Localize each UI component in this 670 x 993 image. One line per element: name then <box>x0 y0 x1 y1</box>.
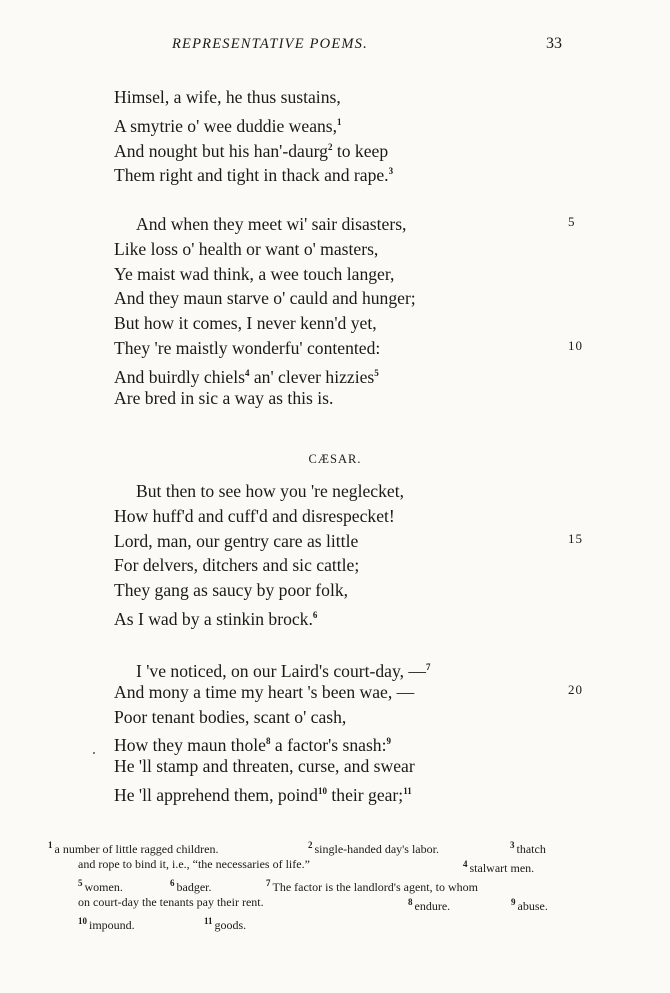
footnote-line <box>48 836 568 855</box>
footnote: $^4$ stalwart men. <box>463 859 535 875</box>
poem-line <box>0 530 670 556</box>
poem-line-text: Like loss o' health or want o' masters, <box>114 238 379 259</box>
footnote: $^9$ abuse. <box>511 897 548 913</box>
footnote: $^1$ a number of little ragged children. <box>48 840 219 856</box>
poem-line-text: How huff'd and cuff'd and disrespecket! <box>114 505 395 526</box>
footnote-ref: 8 <box>265 736 271 747</box>
footnote: $^5$ women. <box>78 878 123 894</box>
poem-line-text: And they maun starve o' cauld and hunger; <box>114 288 416 309</box>
poem-line <box>0 238 670 264</box>
poem-line-text: But how it comes, I never kenn'd yet, <box>114 313 377 334</box>
poem-line-text: How they maun thole$^8$ a factor's snash:$^9$ <box>114 735 391 756</box>
poem-line <box>0 312 670 338</box>
poem-line-text: And mony a time my heart 's been wae, — <box>114 681 415 702</box>
footnote-ref: 6 <box>312 610 318 620</box>
footnote: $^2$ single-handed day's labor. <box>308 840 439 856</box>
poem-line-text: Lord, man, our gentry care as little <box>114 530 359 551</box>
poem-line <box>0 86 670 112</box>
footnote: $^{10}$ impound. <box>78 916 135 932</box>
page-header <box>0 36 670 58</box>
poem-line-text: And buirdly chiels$^4$ an' clever hizzies$^5$ <box>114 366 379 387</box>
poem-line-text: Ye maist wad think, a wee touch langer, <box>114 263 395 284</box>
poem-line <box>0 780 670 806</box>
poem-line-text: And when they meet wi' sair disasters, <box>136 214 407 234</box>
poem-line <box>0 554 670 580</box>
print-speck <box>93 752 95 754</box>
poem-line <box>0 505 670 531</box>
footnote-ref: 9 <box>386 736 391 747</box>
footnote: $^3$ thatch <box>510 840 546 856</box>
footnote: on court-day the tenants pay their rent. <box>78 895 264 909</box>
footnote-line <box>48 912 568 931</box>
poem-line <box>0 604 670 630</box>
footnote-ref: 5 <box>374 367 379 378</box>
poem-line <box>0 160 670 186</box>
footnote-ref: 2 <box>327 141 333 152</box>
poem-line-text: Himsel, a wife, he thus sustains, <box>114 87 341 107</box>
poem-line-text: For delvers, ditchers and sic cattle; <box>114 555 360 576</box>
poem-line <box>0 362 670 388</box>
poem-line <box>0 480 670 506</box>
poem-line <box>0 656 670 682</box>
poem-line-text: They gang as saucy by poor folk, <box>114 580 349 601</box>
poem-line <box>0 263 670 289</box>
poem-line <box>0 681 670 707</box>
poem-line-text: He 'll apprehend them, poind$^{10}$ their gear;$^{11}$ <box>114 785 412 805</box>
poem-line-text: Poor tenant bodies, scant o' cash, <box>114 706 347 727</box>
poem-line-text: He 'll stamp and threaten, curse, and swear <box>114 756 415 777</box>
poem-line <box>0 579 670 605</box>
footnote-ref: 3 <box>388 166 394 177</box>
footnote-ref: 1 <box>337 116 342 127</box>
poem-line <box>0 755 670 781</box>
poem-line-text: I 've noticed, on our Laird's court-day, —$^7$ <box>136 661 431 681</box>
footnote-line <box>48 893 568 912</box>
line-number: 5 <box>568 214 576 229</box>
footnote-line <box>48 855 568 874</box>
footnote-line <box>48 874 568 893</box>
footnote: $^8$ endure. <box>408 897 451 913</box>
line-number: 15 <box>568 530 583 546</box>
footnote-ref: 10 <box>317 786 327 796</box>
poem-line-text: As I wad by a stinkin brock.$^6$ <box>114 609 318 629</box>
line-number: 10 <box>568 338 583 353</box>
poem-line-text: Them right and tight in thack and rape.$^3$ <box>114 165 394 186</box>
footnote-ref: 11 <box>403 786 412 796</box>
poem-line-text: Are bred in sic a way as this is. <box>114 387 334 408</box>
running-title: REPRESENTATIVE POEMS. <box>172 36 368 52</box>
footnote: $^6$ badger. <box>170 878 212 894</box>
footnote-ref: 7 <box>426 662 431 672</box>
line-number: 20 <box>568 681 583 697</box>
poem-line-text: A smytrie o' wee duddie weans,$^1$ <box>114 115 342 136</box>
poem-line <box>0 111 670 137</box>
poem-line-text: They 're maistly wonderfu' contented: <box>114 338 381 358</box>
poem-line <box>0 213 670 239</box>
page-number: 33 <box>546 35 562 52</box>
poem-line-text: But then to see how you 're neglecket, <box>136 481 404 501</box>
poem-line <box>0 730 670 756</box>
poem-line <box>0 136 670 162</box>
footnote-ref: 4 <box>244 367 250 378</box>
poem-line <box>0 387 670 413</box>
footnote: $^7$ The factor is the landlord's agent, to whom <box>266 878 478 894</box>
speaker-heading: CÆSAR. <box>308 452 362 466</box>
footnote: $^{11}$ goods. <box>204 916 247 932</box>
footnote: and rope to bind it, i.e., “the necessaries of life.” <box>78 857 310 871</box>
poem-line <box>0 706 670 732</box>
poem-line <box>0 287 670 313</box>
footnotes <box>48 836 568 931</box>
poem-line <box>0 337 670 363</box>
poem-line-text: And nought but his han'-daurg$^2$ to keep <box>114 140 389 161</box>
